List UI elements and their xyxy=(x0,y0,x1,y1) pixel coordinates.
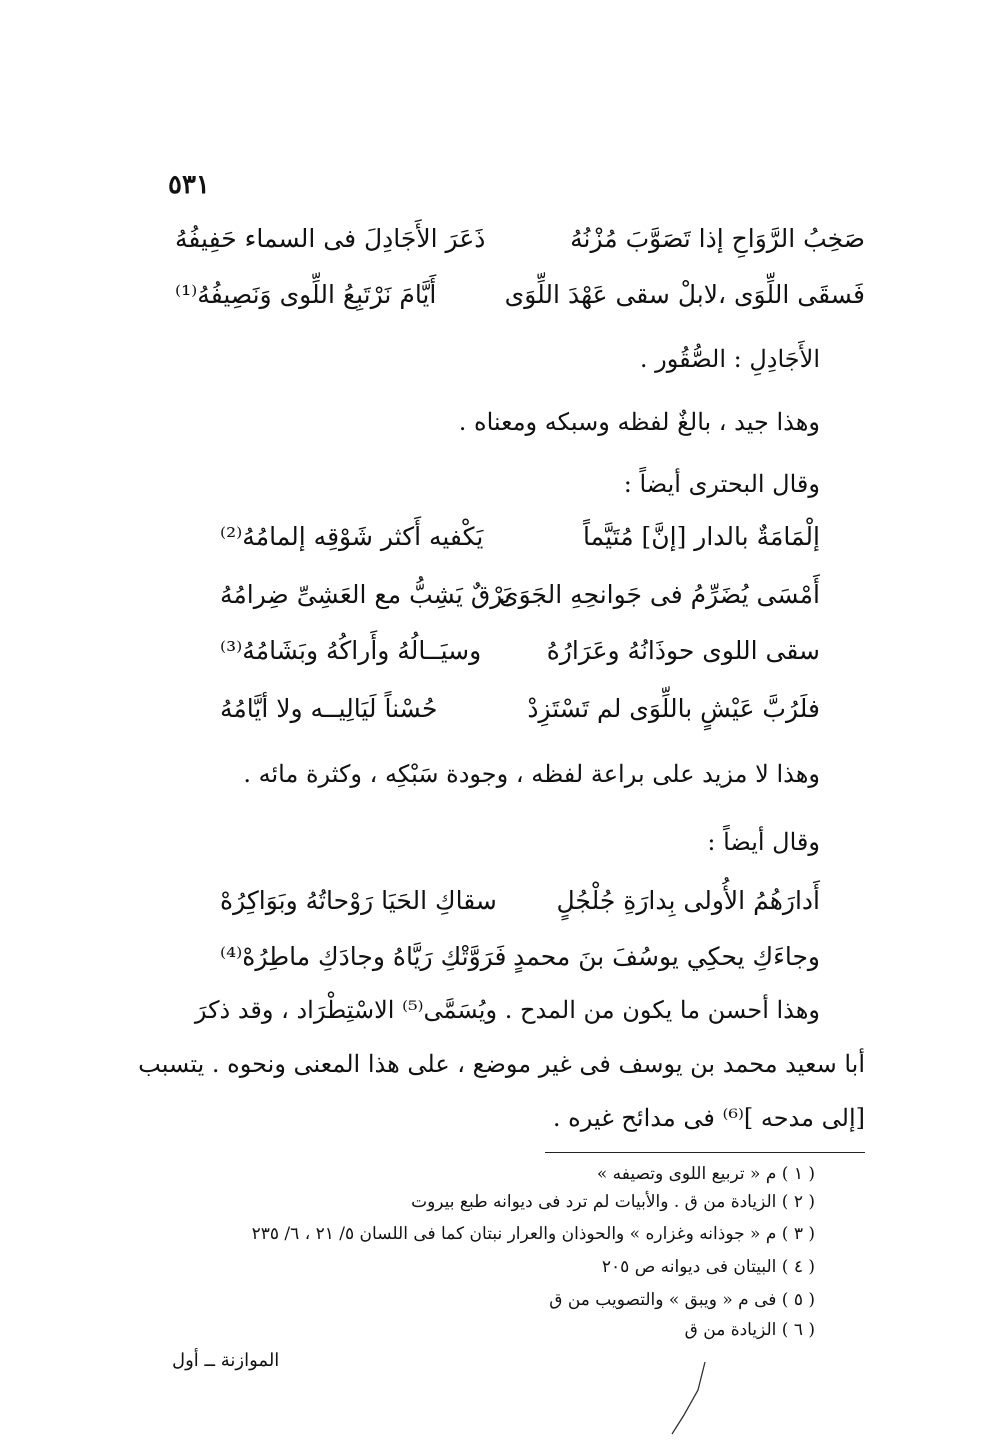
footnote: ( ١ ) م « تربيع اللوى وتصيفه » xyxy=(596,1164,815,1184)
verse-first-hemistich: فلَرُبَّ عَيْشٍ باللِّوَى لم تَسْتَزِدْ xyxy=(527,694,820,723)
footnote: ( ٦ ) الزيادة من ق xyxy=(684,1320,815,1340)
running-title: الموازنة ــ أول xyxy=(172,1350,280,1371)
verse-line xyxy=(220,636,820,672)
verse-second-hemistich: أَيَّامَ نَرْتَبِعُ اللِّوى وَنَصِيفُهُ⁽¹⁾ xyxy=(175,280,437,309)
footnote-divider xyxy=(545,1152,865,1153)
page-number: ٥٣١ xyxy=(168,170,210,200)
verse-second-hemistich: بَرْقٌ يَشِبُّ مع العَشِىِّ ضِرامُهُ xyxy=(220,580,511,609)
footnote: ( ٤ ) البيتان فى ديوانه ص ٢٠٥ xyxy=(601,1257,815,1277)
comment-line: وهذا أحسن ما يكون من المدح . ويُسَمَّى⁽⁵⁾ الاسْتِطْرَاد ، وقد ذكرَ xyxy=(194,996,820,1024)
verse-first-hemistich: وجاءَكِ يحكِي يوسُفَ بنَ محمدٍ xyxy=(513,942,820,971)
verse-line xyxy=(220,522,820,558)
verse-first-hemistich: سقى اللوى حوذَانُهُ وعَرَارُهُ xyxy=(546,636,820,665)
verse-second-hemistich: وسيَــالُهُ وأَراكُهُ وبَشَامُهُ⁽³⁾ xyxy=(220,636,482,665)
verse-first-hemistich: إلْمَامَةٌ بالدار [إنَّ] مُتَيَّماً xyxy=(583,522,820,551)
comment-paragraph: وهذا لا مزيد على براعة لفظه ، وجودة سَبْكِه ، وكثرة مائه . xyxy=(243,760,820,788)
gloss: الأَجَادِلِ : الصُّقُور . xyxy=(639,345,820,373)
footnote: ( ٥ ) فى م « ويبق » والتصويب من ق xyxy=(549,1290,815,1310)
footnote: ( ٢ ) الزيادة من ق . والأبيات لم ترد فى ديوانه طبع بيروت xyxy=(411,1192,815,1212)
poem-intro: وقال البحترى أيضاً : xyxy=(623,470,820,498)
verse-first-hemistich: أَدارَهُمُ الأُولى بِدارَةِ جُلْجُلٍ xyxy=(556,886,820,915)
verse-first-hemistich: أَمْسَى يُضَرِّمُ فى جَوانحِهِ الجَوَى xyxy=(499,580,820,609)
verse-line xyxy=(220,886,820,922)
comment-line: أبا سعيد محمد بن يوسف فى غير موضع ، على هذا المعنى ونحوه . يتسبب xyxy=(138,1050,865,1078)
comment-line: [إلى مدحه ]⁽⁶⁾ فى مدائح غيره . xyxy=(552,1104,865,1132)
verse-line xyxy=(220,942,820,978)
verse-line xyxy=(220,694,820,730)
poem-intro: وقال أيضاً : xyxy=(707,828,820,856)
verse-second-hemistich: حُسْناً لَيَالِيــه ولا أيَّامُهُ xyxy=(220,694,438,723)
verse-second-hemistich: يَكْفيه أَكثر شَوْقِه إلمامُهُ⁽²⁾ xyxy=(220,522,484,551)
verse-line xyxy=(220,580,820,616)
pen-stroke-mark xyxy=(660,1360,720,1440)
verse-line xyxy=(175,280,865,316)
verse-second-hemistich: سقاكِ الحَيَا رَوْحاتُهُ وبَوَاكِرُهْ xyxy=(220,886,497,915)
verse-second-hemistich: ذَعَرَ الأَجَادِلَ فى السماء حَفِيفُهُ xyxy=(175,224,486,253)
verse-line xyxy=(175,224,865,260)
verse-first-hemistich: صَخِبُ الرَّوَاحِ إذا تَصَوَّبَ مُزْنُهُ xyxy=(570,224,865,253)
verse-second-hemistich: فَرَوَّتْكِ رَيَّاهُ وجادَكِ ماطِرُهْ⁽⁴⁾ xyxy=(220,942,507,971)
verse-first-hemistich: فَسقَى اللِّوَى ،لابلْ سقى عَهْدَ اللِّوَى xyxy=(504,280,865,309)
comment-paragraph: وهذا جيد ، بالغٌ لفظه وسبكه ومعناه . xyxy=(458,408,820,436)
footnote: ( ٣ ) م « جوذانه وغزاره » والحوذان والعرار نبتان كما فى اللسان ٥/ ٢١ ، ٦/ ٢٣٥ xyxy=(251,1224,815,1244)
